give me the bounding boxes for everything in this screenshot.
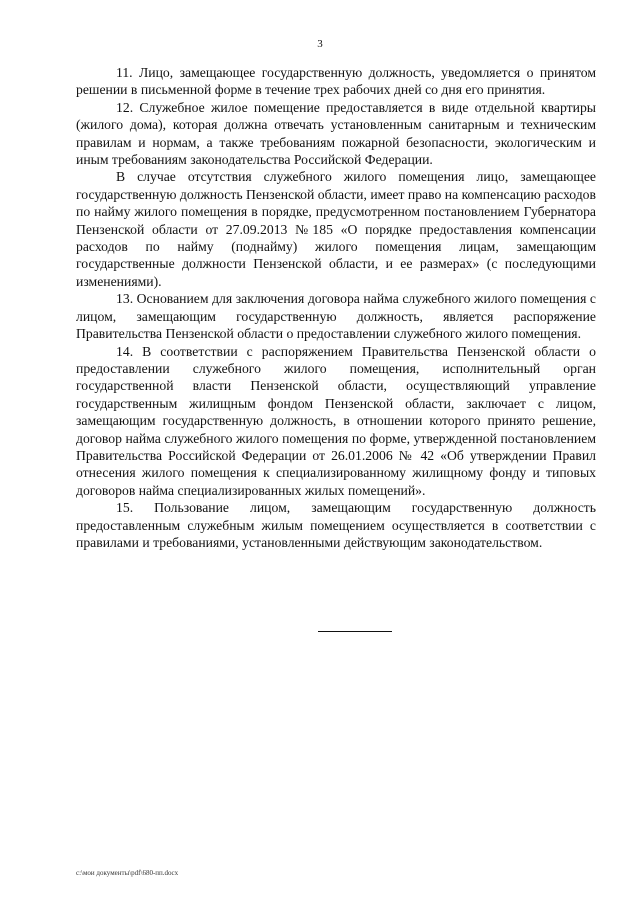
paragraph-15: 15. Пользование лицом, замещающим государственную должность предоставленным служебным жилым помещением осуществляется в соответствии с правилами и требованиями, установленными действующим законодательством. bbox=[76, 500, 596, 550]
paragraph-14: 14. В соответствии с распоряжением Правительства Пензенской области о предоставлении служебного жилого помещения, исполнительный орган государственной власти Пензенской области, осуществляющий управление государственным жилищным фондом Пензенской области, заключает с лицом, замещающим государственную должность, в отношении которого принято решение, договор найма служебного жилого помещения по форме, утвержденной постановлением Правительства Российской Федерации от 26.01.2006 № 42 «Об утверждении Правил отнесения жилого помещения к специализированному жилищному фонду и типовых договоров найма специализированных жилых помещений». bbox=[76, 343, 596, 498]
paragraph-compensation: В случае отсутствия служебного жилого помещения лицо, замещающее государственную должность Пензенской области, имеет право на компенсацию расходов по найму жилого помещения в порядке, предусмотренном постановлением Губернатора Пензенской области от 27.09.2013 №185 «О порядке предоставления компенсации расходов по найму (поднайму) жилого помещения лицам, замещающим государственные должности Пензенской области, и ее размерах» (с последующими изменениями). bbox=[76, 169, 596, 289]
paragraph-13: 13. Основанием для заключения договора найма служебного жилого помещения с лицом, замещающим государственную должность, является распоряжение Правительства Пензенской области о предоставлении служебного жилого помещения. bbox=[76, 291, 596, 342]
end-separator-line bbox=[318, 631, 392, 632]
document-body bbox=[76, 64, 596, 551]
paragraph-11: 11. Лицо, замещающее государственную должность, уведомляется о принятом решении в письменной форме в течение трех рабочих дней со дня его принятия. bbox=[76, 65, 596, 98]
page-number: 3 bbox=[317, 38, 323, 50]
paragraph-12: 12. Служебное жилое помещение предоставляется в виде отдельной квартиры (жилого дома), которая должна отвечать установленным санитарным и техническим правилам и нормам, а также требованиям пожарной безопасности, экологическим и иным требованиям законодательства Российской Федерации. bbox=[76, 99, 596, 168]
footer-file-path: c:\мои документы\pdf\680-пп.docx bbox=[76, 869, 179, 877]
